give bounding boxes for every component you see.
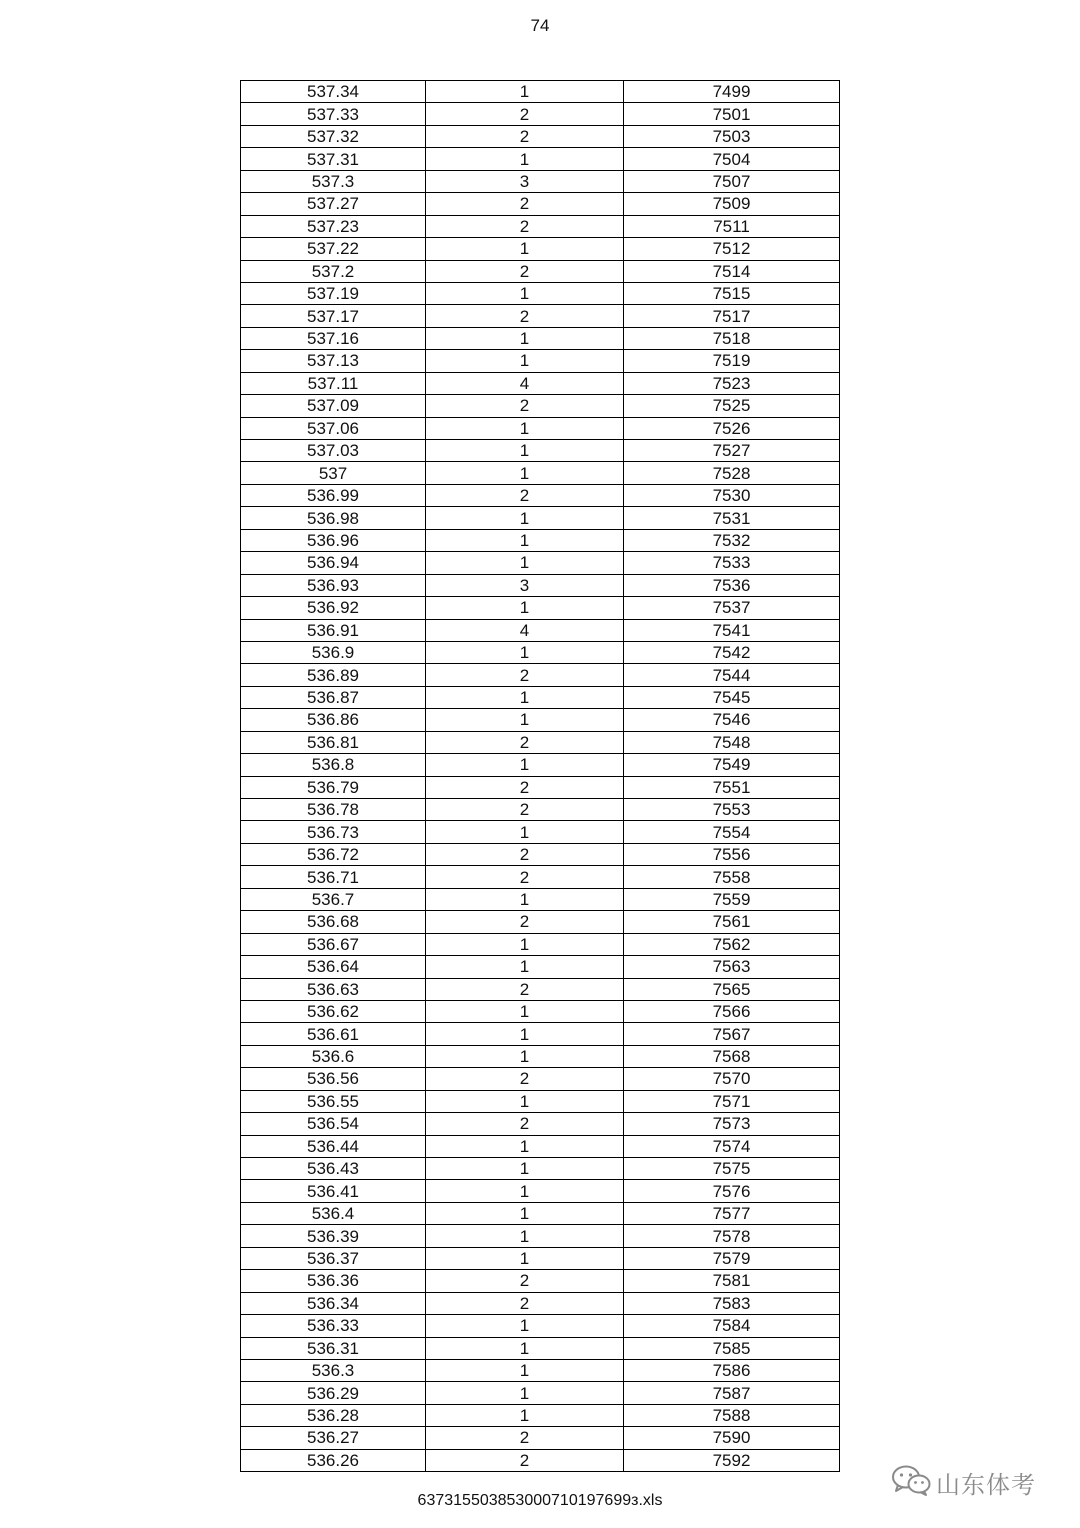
score-cell: 536.89 (241, 664, 426, 686)
count-cell: 1 (426, 821, 624, 843)
table-row (241, 462, 840, 484)
count-cell: 1 (426, 686, 624, 708)
score-cell: 537.13 (241, 350, 426, 372)
cumulative-cell: 7541 (624, 619, 840, 641)
count-cell: 1 (426, 81, 624, 103)
cumulative-cell: 7566 (624, 1000, 840, 1022)
score-cell: 536.91 (241, 619, 426, 641)
cumulative-cell: 7579 (624, 1247, 840, 1269)
count-cell: 1 (426, 440, 624, 462)
table-row (241, 1090, 840, 1112)
score-cell: 536.54 (241, 1113, 426, 1135)
table-row (241, 1270, 840, 1292)
count-cell: 1 (426, 754, 624, 776)
count-cell: 2 (426, 1270, 624, 1292)
count-cell: 2 (426, 843, 624, 865)
cumulative-cell: 7573 (624, 1113, 840, 1135)
cumulative-cell: 7568 (624, 1045, 840, 1067)
cumulative-cell: 7561 (624, 911, 840, 933)
score-cell: 536.41 (241, 1180, 426, 1202)
cumulative-cell: 7586 (624, 1359, 840, 1381)
table-row (241, 125, 840, 147)
table-row (241, 1315, 840, 1337)
count-cell: 4 (426, 372, 624, 394)
score-cell: 537.34 (241, 81, 426, 103)
count-cell: 2 (426, 664, 624, 686)
table-row (241, 327, 840, 349)
count-cell: 2 (426, 1292, 624, 1314)
cumulative-cell: 7592 (624, 1449, 840, 1471)
score-cell: 537.27 (241, 193, 426, 215)
count-cell: 2 (426, 1449, 624, 1471)
cumulative-cell: 7576 (624, 1180, 840, 1202)
score-cell: 536.61 (241, 1023, 426, 1045)
cumulative-cell: 7581 (624, 1270, 840, 1292)
table-row (241, 103, 840, 125)
count-cell: 1 (426, 282, 624, 304)
count-cell: 2 (426, 215, 624, 237)
cumulative-cell: 7567 (624, 1023, 840, 1045)
count-cell: 1 (426, 1382, 624, 1404)
score-cell: 537.03 (241, 440, 426, 462)
table-row (241, 193, 840, 215)
count-cell: 3 (426, 574, 624, 596)
score-cell: 536.87 (241, 686, 426, 708)
score-cell: 536.31 (241, 1337, 426, 1359)
table-row (241, 619, 840, 641)
score-cell: 536.67 (241, 933, 426, 955)
score-cell: 537.2 (241, 260, 426, 282)
count-cell: 2 (426, 484, 624, 506)
score-cell: 536.44 (241, 1135, 426, 1157)
cumulative-cell: 7571 (624, 1090, 840, 1112)
cumulative-cell: 7533 (624, 552, 840, 574)
score-cell: 536.29 (241, 1382, 426, 1404)
score-cell: 537.11 (241, 372, 426, 394)
score-cell: 537.16 (241, 327, 426, 349)
count-cell: 1 (426, 327, 624, 349)
score-cell: 536.98 (241, 507, 426, 529)
score-cell: 536.63 (241, 978, 426, 1000)
score-cell: 536.72 (241, 843, 426, 865)
cumulative-cell: 7532 (624, 529, 840, 551)
score-cell: 536.34 (241, 1292, 426, 1314)
cumulative-cell: 7556 (624, 843, 840, 865)
table-row (241, 507, 840, 529)
count-cell: 1 (426, 350, 624, 372)
count-cell: 2 (426, 1113, 624, 1135)
cumulative-cell: 7530 (624, 484, 840, 506)
cumulative-cell: 7585 (624, 1337, 840, 1359)
cumulative-cell: 7583 (624, 1292, 840, 1314)
cumulative-cell: 7523 (624, 372, 840, 394)
table-row (241, 1158, 840, 1180)
count-cell: 1 (426, 1315, 624, 1337)
count-cell: 1 (426, 933, 624, 955)
table-row (241, 821, 840, 843)
score-cell: 536.64 (241, 956, 426, 978)
score-cell: 536.71 (241, 866, 426, 888)
cumulative-cell: 7588 (624, 1404, 840, 1426)
cumulative-cell: 7574 (624, 1135, 840, 1157)
count-cell: 1 (426, 1359, 624, 1381)
count-cell: 1 (426, 1337, 624, 1359)
count-cell: 2 (426, 395, 624, 417)
watermark (890, 1462, 1036, 1502)
table-row (241, 1404, 840, 1426)
count-cell: 1 (426, 529, 624, 551)
cumulative-cell: 7517 (624, 305, 840, 327)
table-row (241, 1113, 840, 1135)
score-cell: 536.43 (241, 1158, 426, 1180)
table-row (241, 731, 840, 753)
count-cell: 1 (426, 1090, 624, 1112)
cumulative-cell: 7548 (624, 731, 840, 753)
table-row (241, 933, 840, 955)
score-cell: 536.39 (241, 1225, 426, 1247)
table-row (241, 754, 840, 776)
table-row (241, 529, 840, 551)
table-row (241, 440, 840, 462)
score-cell: 536.96 (241, 529, 426, 551)
score-cell: 536.93 (241, 574, 426, 596)
score-cell: 537.22 (241, 238, 426, 260)
cumulative-cell: 7503 (624, 125, 840, 147)
count-cell: 1 (426, 888, 624, 910)
table-row (241, 866, 840, 888)
count-cell: 3 (426, 170, 624, 192)
table-row (241, 1247, 840, 1269)
cumulative-cell: 7531 (624, 507, 840, 529)
table-row (241, 799, 840, 821)
score-cell: 536.78 (241, 799, 426, 821)
score-cell: 537.23 (241, 215, 426, 237)
score-cell: 536.55 (241, 1090, 426, 1112)
cumulative-cell: 7542 (624, 641, 840, 663)
cumulative-cell: 7559 (624, 888, 840, 910)
score-cell: 537.17 (241, 305, 426, 327)
score-cell: 536.3 (241, 1359, 426, 1381)
count-cell: 1 (426, 1000, 624, 1022)
cumulative-cell: 7551 (624, 776, 840, 798)
cumulative-cell: 7553 (624, 799, 840, 821)
cumulative-cell: 7514 (624, 260, 840, 282)
cumulative-cell: 7509 (624, 193, 840, 215)
count-cell: 2 (426, 305, 624, 327)
table-row (241, 395, 840, 417)
score-cell: 536.79 (241, 776, 426, 798)
table-row (241, 888, 840, 910)
cumulative-cell: 7565 (624, 978, 840, 1000)
table-row (241, 1292, 840, 1314)
table-row (241, 238, 840, 260)
count-cell: 2 (426, 103, 624, 125)
count-cell: 2 (426, 125, 624, 147)
count-cell: 1 (426, 641, 624, 663)
count-cell: 1 (426, 1247, 624, 1269)
table-row (241, 260, 840, 282)
table-row (241, 1337, 840, 1359)
table-row (241, 911, 840, 933)
cumulative-cell: 7504 (624, 148, 840, 170)
table-row (241, 978, 840, 1000)
table-row (241, 1382, 840, 1404)
score-cell: 536.36 (241, 1270, 426, 1292)
count-cell: 1 (426, 1023, 624, 1045)
table-row (241, 305, 840, 327)
count-cell: 1 (426, 1158, 624, 1180)
score-cell: 536.81 (241, 731, 426, 753)
count-cell: 2 (426, 978, 624, 1000)
score-cell: 536.56 (241, 1068, 426, 1090)
score-cell: 536.37 (241, 1247, 426, 1269)
cumulative-cell: 7501 (624, 103, 840, 125)
count-cell: 2 (426, 193, 624, 215)
count-cell: 1 (426, 1180, 624, 1202)
wechat-icon (890, 1463, 936, 1502)
cumulative-cell: 7578 (624, 1225, 840, 1247)
table-row (241, 843, 840, 865)
score-cell: 537.06 (241, 417, 426, 439)
score-cell: 537.3 (241, 170, 426, 192)
table-row (241, 552, 840, 574)
count-cell: 1 (426, 597, 624, 619)
cumulative-cell: 7515 (624, 282, 840, 304)
watermark-text: 山东体考 (936, 1470, 1036, 1499)
table-row (241, 1045, 840, 1067)
cumulative-cell: 7570 (624, 1068, 840, 1090)
cumulative-cell: 7519 (624, 350, 840, 372)
count-cell: 1 (426, 1404, 624, 1426)
table-row (241, 1202, 840, 1224)
score-cell: 536.7 (241, 888, 426, 910)
table-row (241, 350, 840, 372)
table-row (241, 81, 840, 103)
cumulative-cell: 7549 (624, 754, 840, 776)
table-row (241, 1180, 840, 1202)
count-cell: 2 (426, 260, 624, 282)
cumulative-cell: 7512 (624, 238, 840, 260)
cumulative-cell: 7527 (624, 440, 840, 462)
count-cell: 1 (426, 1135, 624, 1157)
cumulative-cell: 7536 (624, 574, 840, 596)
table-row (241, 148, 840, 170)
score-cell: 536.92 (241, 597, 426, 619)
cumulative-cell: 7563 (624, 956, 840, 978)
table-row (241, 215, 840, 237)
count-cell: 2 (426, 866, 624, 888)
count-cell: 1 (426, 417, 624, 439)
cumulative-cell: 7544 (624, 664, 840, 686)
table-row (241, 372, 840, 394)
score-cell: 537.33 (241, 103, 426, 125)
count-cell: 1 (426, 238, 624, 260)
cumulative-cell: 7545 (624, 686, 840, 708)
score-cell: 537 (241, 462, 426, 484)
cumulative-cell: 7537 (624, 597, 840, 619)
cumulative-cell: 7554 (624, 821, 840, 843)
cumulative-cell: 7590 (624, 1427, 840, 1449)
score-cell: 537.31 (241, 148, 426, 170)
count-cell: 1 (426, 709, 624, 731)
table-row (241, 664, 840, 686)
table-row (241, 417, 840, 439)
cumulative-cell: 7507 (624, 170, 840, 192)
count-cell: 1 (426, 956, 624, 978)
score-cell: 536.8 (241, 754, 426, 776)
score-cell: 537.19 (241, 282, 426, 304)
count-cell: 4 (426, 619, 624, 641)
table-row (241, 641, 840, 663)
cumulative-cell: 7546 (624, 709, 840, 731)
count-cell: 1 (426, 552, 624, 574)
score-cell: 537.32 (241, 125, 426, 147)
count-cell: 2 (426, 776, 624, 798)
count-cell: 2 (426, 911, 624, 933)
score-cell: 536.6 (241, 1045, 426, 1067)
cumulative-cell: 7587 (624, 1382, 840, 1404)
cumulative-cell: 7558 (624, 866, 840, 888)
score-cell: 536.33 (241, 1315, 426, 1337)
score-cell: 536.4 (241, 1202, 426, 1224)
table-row (241, 686, 840, 708)
count-cell: 1 (426, 462, 624, 484)
table-row (241, 1068, 840, 1090)
table-row (241, 574, 840, 596)
cumulative-cell: 7584 (624, 1315, 840, 1337)
table-row (241, 709, 840, 731)
table-row (241, 776, 840, 798)
count-cell: 1 (426, 1225, 624, 1247)
cumulative-cell: 7518 (624, 327, 840, 349)
table-row (241, 1000, 840, 1022)
score-cell: 536.28 (241, 1404, 426, 1426)
table-row (241, 1449, 840, 1471)
page-number: 74 (530, 16, 550, 35)
cumulative-cell: 7562 (624, 933, 840, 955)
table-row (241, 1135, 840, 1157)
count-cell: 2 (426, 1427, 624, 1449)
cumulative-cell: 7577 (624, 1202, 840, 1224)
table-row (241, 1225, 840, 1247)
count-cell: 2 (426, 1068, 624, 1090)
table-row (241, 484, 840, 506)
table-body (241, 81, 840, 1472)
cumulative-cell: 7511 (624, 215, 840, 237)
count-cell: 1 (426, 1202, 624, 1224)
cumulative-cell: 7575 (624, 1158, 840, 1180)
table-row (241, 170, 840, 192)
table-row (241, 1427, 840, 1449)
cumulative-cell: 7499 (624, 81, 840, 103)
count-cell: 1 (426, 148, 624, 170)
table-row (241, 1359, 840, 1381)
score-cell: 536.86 (241, 709, 426, 731)
table-row (241, 1023, 840, 1045)
count-cell: 1 (426, 507, 624, 529)
score-cell: 536.62 (241, 1000, 426, 1022)
score-cell: 536.27 (241, 1427, 426, 1449)
table-row (241, 282, 840, 304)
score-cell: 536.68 (241, 911, 426, 933)
score-table (240, 80, 840, 1472)
score-cell: 536.94 (241, 552, 426, 574)
cumulative-cell: 7528 (624, 462, 840, 484)
footer-filename: 637315503853000710197699з.xls (417, 1492, 663, 1509)
score-cell: 537.09 (241, 395, 426, 417)
table-row (241, 597, 840, 619)
score-cell: 536.9 (241, 641, 426, 663)
count-cell: 2 (426, 799, 624, 821)
cumulative-cell: 7526 (624, 417, 840, 439)
score-cell: 536.73 (241, 821, 426, 843)
table-row (241, 956, 840, 978)
count-cell: 1 (426, 1045, 624, 1067)
score-cell: 536.26 (241, 1449, 426, 1471)
count-cell: 2 (426, 731, 624, 753)
cumulative-cell: 7525 (624, 395, 840, 417)
score-cell: 536.99 (241, 484, 426, 506)
